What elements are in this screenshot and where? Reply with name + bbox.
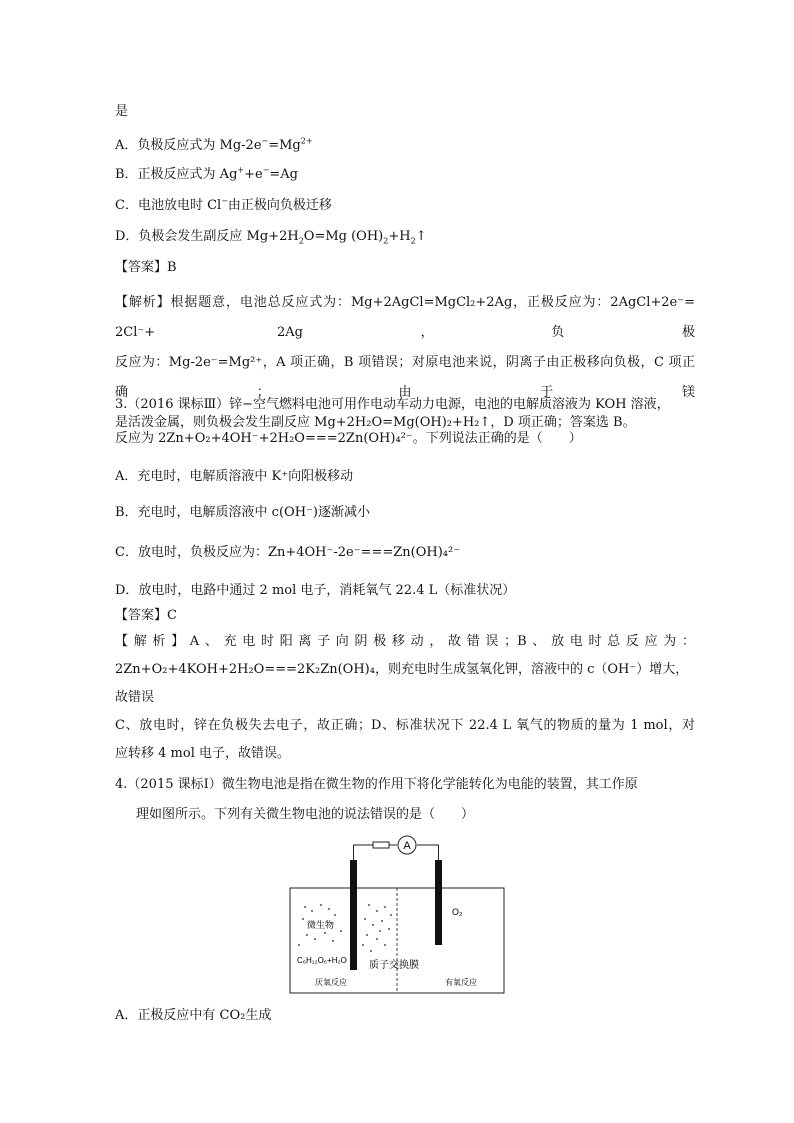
glucose-label: C₆H₁₂O₆+H₂O (297, 956, 347, 965)
anaerobic-label: 厌氧反应 (315, 978, 347, 987)
q3-explanation-line: C、放电时，锌在负极失去电子，故正确；D、标准状况下 22.4 L 氧气的物质的量为 1 mol，对 (115, 718, 695, 733)
q3-explanation (115, 628, 695, 768)
q4-stem-line2: 理如图所示。下列有关微生物电池的说法错误的是（ ） (136, 807, 475, 822)
resistor (373, 842, 389, 848)
q3-option-c: C．放电时，负极反应为：Zn+4OH⁻-2e⁻===Zn(OH)₄²⁻ (115, 545, 461, 560)
anode-electrode (350, 860, 357, 970)
cell-svg (285, 835, 510, 1000)
microbial-cell-diagram (285, 835, 510, 1000)
aerobic-label: 有氧反应 (445, 978, 477, 987)
wire-right (417, 845, 439, 860)
microbe-label: 微生物 (307, 921, 335, 931)
q4-stem-line1: 4.（2015 课标Ⅰ）微生物电池是指在微生物的作用下将化学能转化为电能的装置，其工作原 (115, 777, 638, 792)
q2-explanation (115, 288, 695, 438)
q2-option-a: A．负极反应式为 $Mg-2e^-=Mg^{2+}$ (115, 136, 313, 153)
q3-option-d: D．放电时，电路中通过 2 mol 电子，消耗氧气 22.4 L（标准状况） (115, 583, 516, 598)
q3-explanation-line: 应转移 4 mol 电子，故错误。 (115, 746, 290, 761)
q2-option-b: B．正极反应式为 Ag++e−=Ag (115, 165, 299, 182)
q3-explanation-line: 【解析】A、充电时阳离子向阴极移动，故错误；B、放电时总反应为： (115, 634, 695, 649)
q2-tail: 是 (115, 104, 129, 119)
membrane-label: 质子交换膜 (369, 960, 419, 971)
q2-explanation-line: 是活泼金属，则负极会发生副反应 Mg+2H₂O=Mg(OH)₂+H₂↑，D 项正确；答案选 B。 (115, 415, 636, 430)
q3-explanation-line: 2Zn+O₂+4KOH+2H₂O===2K₂Zn(OH)₄，则充电时生成氢氧化钾，溶液中的 c（OH⁻）增大，故错误 (115, 662, 689, 705)
o2-label: O₂ (452, 907, 463, 917)
q2-explanation-line: 反应为：Mg-2e⁻=Mg²⁺，A 项正确，B 项错误；对原电池来说，阴离子由正极移向负极，C 项正确；由于镁 (115, 355, 695, 400)
q2-explanation-line: 【解析】根据题意，电池总反应式为：Mg+2AgCl=MgCl₂+2Ag，正极反应为：2AgCl+2e⁻= 2Cl⁻+ 2Ag，负极 (115, 295, 695, 340)
q2-option-c: C．电池放电时 Cl−由正极向负极迁移 (115, 196, 332, 213)
q4-option-a: A．正极反应中有 CO₂生成 (115, 1008, 272, 1023)
q2-option-d: D．负极会发生副反应 $Mg+2H_2O=Mg$ $(OH)_2+H_2↑$ (115, 229, 427, 246)
q2-answer: 【答案】B (115, 260, 177, 275)
q3-option-a: A．充电时，电解质溶液中 K⁺向阳极移动 (115, 469, 354, 484)
ammeter-label: A (403, 840, 411, 852)
q3-stem-line1: 3.（2016 课标Ⅲ）锌−空气燃料电池可用作电动车动力电源，电池的电解质溶液为 KOH 溶液， (115, 397, 670, 412)
q3-stem-line2: 反应为 2Zn+O₂+4OH⁻+2H₂O===2Zn(OH)₄²⁻。下列说法正确的是（ ） (115, 431, 582, 446)
cathode-electrode (435, 860, 442, 945)
q3-option-b: B．充电时，电解质溶液中 c(OH⁻)逐渐减小 (115, 505, 370, 520)
q3-answer: 【答案】C (115, 608, 177, 623)
